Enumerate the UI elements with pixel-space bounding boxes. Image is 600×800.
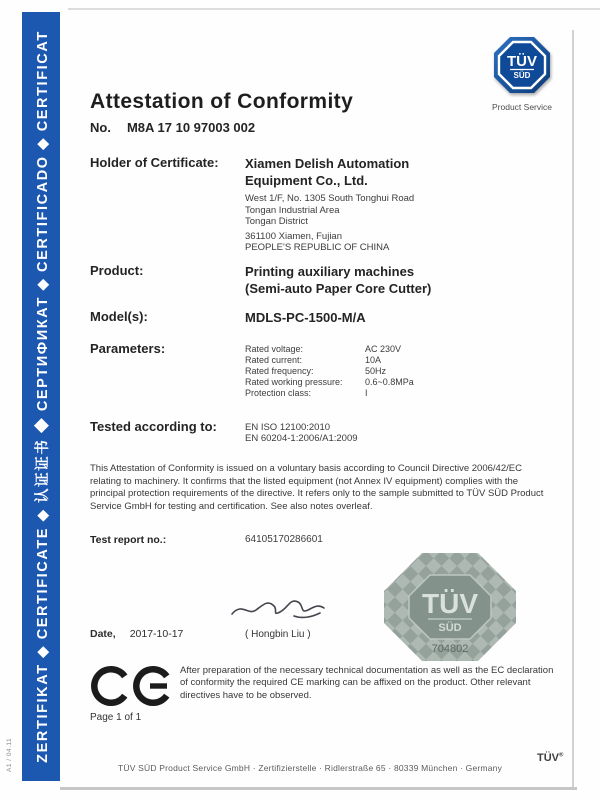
product-line1: Printing auxiliary machines — [245, 264, 415, 279]
svg-text:SÜD: SÜD — [513, 71, 531, 80]
footer-tuv-logo — [537, 752, 563, 764]
footer-registered-mark: ® — [559, 752, 564, 759]
svg-text:SÜD: SÜD — [438, 622, 462, 634]
certificate-number-label: No. — [90, 120, 111, 135]
signature — [228, 592, 328, 627]
signature-icon — [228, 592, 328, 622]
logo-caption: Product Service — [492, 102, 552, 112]
parameter-value: 0.6~0.8MPa — [365, 377, 414, 387]
signer-name: ( Hongbin Liu ) — [245, 629, 311, 640]
holder-label: Holder of Certificate: — [90, 155, 219, 170]
page-title: Attestation of Conformity — [90, 90, 354, 113]
standard-line: EN ISO 12100:2010 — [245, 422, 331, 433]
footer-tuv-text: TÜV — [537, 752, 559, 764]
parameter-line — [245, 355, 555, 366]
model-label: Model(s): — [90, 309, 148, 324]
footer-address: TÜV SÜD Product Service GmbH · Zertifizierstelle · Ridlerstraße 65 · 80339 München · Germany — [118, 763, 503, 773]
parameter-line — [245, 344, 555, 355]
parameter-value: 10A — [365, 355, 382, 365]
model-row — [90, 309, 555, 326]
model-value: MDLS-PC-1500-M/A — [245, 310, 366, 325]
parameters-row — [90, 341, 555, 399]
parameters-label: Parameters: — [90, 341, 166, 356]
certificate-ribbon — [22, 12, 60, 781]
certificate-number-line — [90, 120, 255, 135]
tested-row — [90, 419, 555, 444]
holder-address-line: West 1/F, No. 1305 South Tonghui Road — [245, 193, 415, 204]
form-reference: A1 / 04.11 — [6, 737, 13, 772]
stamp-octagon-icon — [382, 551, 518, 663]
holder-address-line: PEOPLE'S REPUBLIC OF CHINA — [245, 242, 390, 253]
product-label: Product: — [90, 263, 144, 278]
page-number: Page 1 of 1 — [90, 712, 142, 723]
parameter-value: 50Hz — [365, 366, 387, 376]
test-report-value: 64105170286601 — [245, 534, 323, 545]
parameter-line — [245, 377, 555, 388]
test-report-label: Test report no.: — [90, 534, 167, 546]
holder-address-line: 361100 Xiamen, Fujian — [245, 230, 342, 242]
product-line2: (Semi-auto Paper Core Cutter) — [245, 281, 432, 296]
holder-row — [90, 155, 555, 254]
parameter-name: Protection class: — [245, 388, 312, 398]
test-report-row — [90, 534, 555, 546]
svg-text:704802: 704802 — [431, 643, 469, 655]
page-edge-top — [68, 8, 600, 10]
tuv-sud-stamp — [382, 551, 518, 668]
ribbon-text: ZERTIFIKAT ◆ CERTIFICATE ◆ 认证证书 ◆ СЕРТИФИКАТ ◆ CERTIFICADO ◆ CERTIFICAT — [34, 30, 51, 763]
parameter-name: Rated working pressure: — [245, 377, 343, 387]
holder-address-line: Tongan District — [245, 216, 308, 227]
standard-line: EN 60204-1:2006/A1:2009 — [245, 433, 358, 444]
page-edge-right — [572, 30, 574, 787]
parameter-value: I — [365, 388, 368, 398]
tested-label: Tested according to: — [90, 419, 217, 434]
svg-text:TÜV: TÜV — [507, 53, 537, 70]
parameter-value: AC 230V — [365, 344, 402, 354]
parameter-name: Rated frequency: — [245, 366, 314, 376]
parameter-line — [245, 366, 555, 377]
conformity-statement: This Attestation of Conformity is issued on a voluntary basis according to Council Directive 2006/42/EC relating to machinery. It confirms that the listed equipment (not Annex IV equipment) complies with the principal protection requirements of the directive. It refers only to the sample submitted to TÜV SÜD Product Service GmbH for testing and certification. See also notes overleaf. — [90, 463, 544, 512]
date-row — [90, 628, 183, 640]
tuv-sud-octagon-icon — [493, 36, 551, 94]
holder-name-line1: Xiamen Delish Automation — [245, 156, 410, 171]
parameter-name: Rated voltage: — [245, 344, 304, 354]
ce-section — [90, 660, 555, 713]
date-label: Date, — [90, 628, 116, 640]
product-row — [90, 263, 555, 297]
holder-address-line: Tongan Industrial Area — [245, 204, 340, 216]
svg-text:TÜV: TÜV — [422, 588, 478, 619]
date-value: 2017-10-17 — [129, 628, 184, 640]
holder-name-line2: Equipment Co., Ltd. — [245, 173, 368, 188]
certificate-number: M8A 17 10 97003 002 — [126, 120, 256, 135]
tuv-sud-logo — [489, 36, 555, 112]
ce-mark-icon — [90, 660, 180, 713]
page-edge-bottom — [60, 787, 577, 790]
parameter-name: Rated current: — [245, 355, 303, 365]
parameter-line — [245, 388, 555, 399]
ce-statement: After preparation of the necessary technical documentation as well as the EC declaration of conformity the required CE marking can be affixed on the product. Other relevant directives have to be observed. — [180, 665, 554, 701]
